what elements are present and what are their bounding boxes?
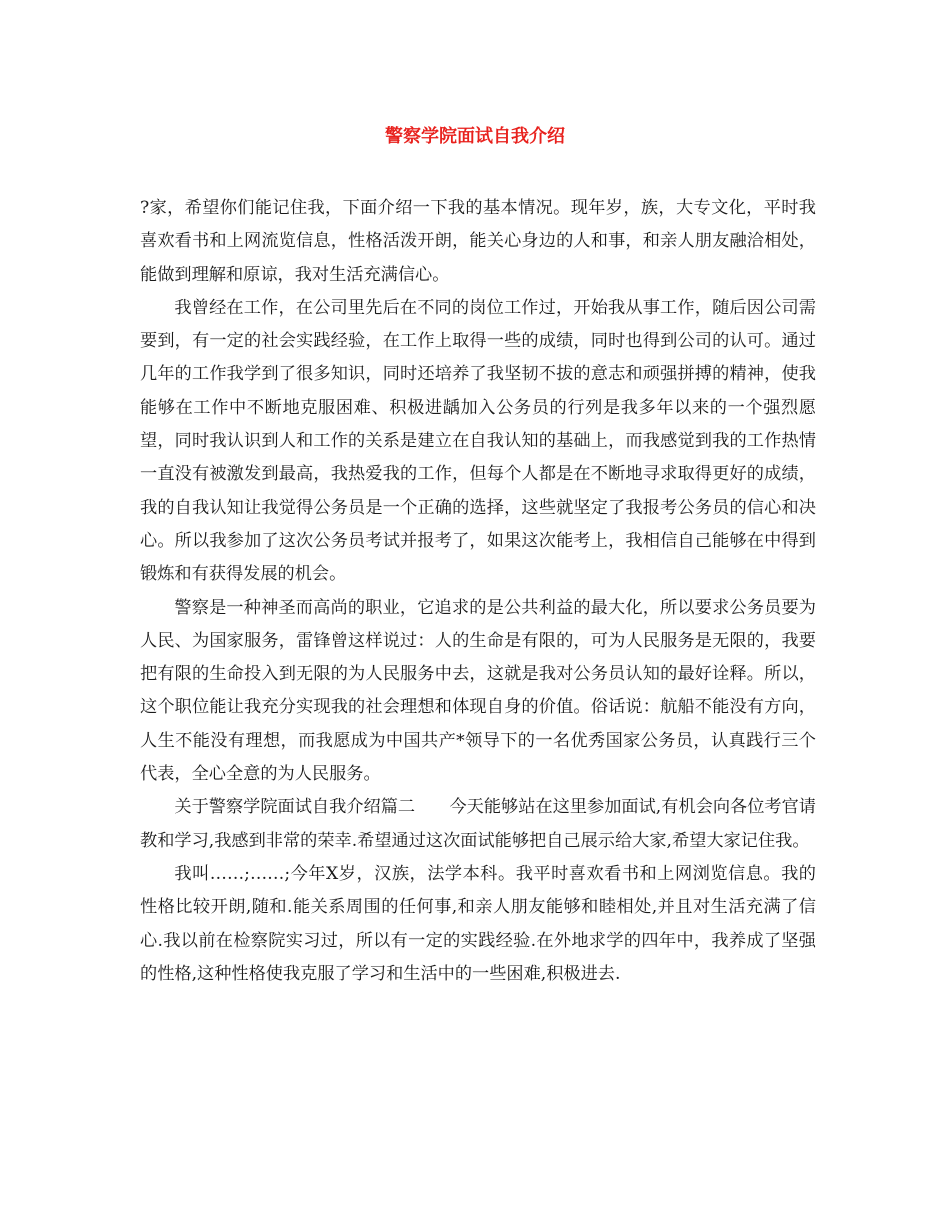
paragraph-1: ?家，希望你们能记住我，下面介绍一下我的基本情况。现年岁，族，大专文化，平时我喜欢看书和上网流览信息，性格活泼开朗，能关心身边的人和事，和亲人朋友融洽相处，能做到理解和原谅，我对生活充满信心。 (140, 198, 816, 285)
document-title: 警察学院面试自我介绍 (385, 126, 565, 147)
paragraph-3: 警察是一种神圣而高尚的职业，它追求的是公共利益的最大化，所以要求公务员要为人民、为国家服务，雷锋曾这样说过：人的生命是有限的，可为人民服务是无限的，我要把有限的生命投入到无限的为人民服务中去，这就是我对公务员认知的最好诠释。所以，这个职位能让我充分实现我的社会理想和体现自身的价值。俗话说：航船不能没有方向，人生不能没有理想，而我愿成为中国共产*领导下的一名优秀国家公务员，认真践行三个代表，全心全意的为人民服务。 (140, 597, 816, 785)
paragraph-2: 我曾经在工作，在公司里先后在不同的岗位工作过，开始我从事工作，随后因公司需要到，有一定的社会实践经验，在工作上取得一些的成绩，同时也得到公司的认可。通过几年的工作我学到了很多知识，同时还培养了我坚韧不拔的意志和顽强拼搏的精神，使我能够在工作中不断地克服困难、积极进龋加入公务员的行列是我多年以来的一个强烈愿望，同时我认识到人和工作的关系是建立在自我认知的基础上，而我感觉到我的工作热情一直没有被激发到最高，我热爱我的工作，但每个人都是在不断地寻求取得更好的成绩，我的自我认知让我觉得公务员是一个正确的选择，这些就坚定了我报考公务员的信心和决心。所以我参加了这次公务员考试并报考了，如果这次能考上，我相信自己能够在中得到锻炼和有获得发展的机会。 (140, 297, 816, 585)
paragraph-4: 关于警察学院面试自我介绍篇二 今天能够站在这里参加面试,有机会向各位考官请教和学习,我感到非常的荣幸.希望通过这次面试能够把自己展示给大家,希望大家记住我。 (140, 797, 816, 851)
document-body (140, 192, 816, 991)
paragraph-5: 我叫……;……;今年X岁，汉族，法学本科。我平时喜欢看书和上网浏览信息。我的性格比较开朗,随和.能关系周围的任何事,和亲人朋友能够和睦相处,并且对生活充满了信心.我以前在检察院实习过，所以有一定的实践经验.在外地求学的四年中，我养成了坚强的性格,这种性格使我克服了学习和生活中的一些困难,积极进去. (140, 863, 816, 984)
